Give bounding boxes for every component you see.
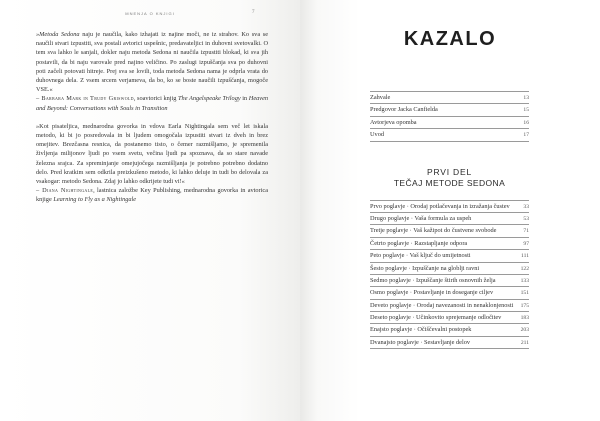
testimonial-2: »Kot pisateljica, mednarodna govorka in vdova Earla Nightingala sem več let iskala metodo, ki bi jo posredovala in bi ljudem omogočala izpustiti stvari iz dveh in brez omejitev. Brezčasna resnica, da postanemo tisto, o čemer razmišljamo, je spremenila življenja milijonov ljudi po vsem svetu, večina ljudi pa spoznava, da so stare navade železna srajca. Za spreminjanje omejujočega razmišljanja je potrebno potrebno dodatno delo. Pred kratkim sem odkrila preizkušeno metodo, ki lahko deluje in tudi bo delovala za vsakogar: metodo Sedona. Zdaj jo lahko odkrijete tudi vi!« [36,122,268,186]
toc-page: 16 [523,119,529,126]
toc-page: 53 [523,215,529,222]
toc-row [370,117,529,129]
toc-label: Drugo poglavje · Vaša formula za uspeh [370,214,472,222]
toc-label: Uvod [370,131,384,139]
toc-row [370,200,529,213]
toc-label: Predgovor Jacka Canfielda [370,106,438,114]
toc-row [370,300,529,312]
toc-label: Deseto poglavje · Učinkovito sprejemanje odločitev [370,314,502,322]
attribution-text: , lastnica založbe Key Publishing, mednarodna govorka in avtorica knjige [36,187,268,204]
toc-page: 71 [523,228,529,235]
running-head: MNENJA O KNJIGI [125,11,175,16]
testimonial-1 [36,30,268,94]
testimonial-1-text: naju je naučila, kako izhajati iz najine moči, ne iz strahov. Ko sva se naučili stvari izpustiti, sva postali avtorici uspešnic, predavateljici in duhovni svetovalki. O tem sva lahko le sanjali, dokler naju metoda Sedona ni naučila izpustiti blokad, ki sva jih postavili, da bi naju varovale pred najino veličino. Po zaslugi izpuščanja sva po duhovni poti začeli potovati hitreje. Prej sva se lovili, toda metoda Sedona nama je odprla vrata do duhovnega dela. Z vsem srcem verjameva, da bo, ko se boste naučili izpuščanja, mogoče VSE.« [36,31,268,94]
attribution-text: in [240,95,249,103]
toc-label: Sedmo poglavje · Izpuščanje štirih osnovnih želja [370,276,496,284]
toc-label: Peto poglavje · Vaš ključ do umijetnosti [370,252,471,260]
toc-page: 122 [520,265,529,272]
book-title: Heaven and Beyond: Conversations with Souls in Transition [36,95,269,112]
toc-label: Avtorjeva opomba [370,118,417,126]
toc-page: 211 [520,339,529,346]
toc-page: 111 [521,253,529,260]
attribution-name: – Barbara Mark in Trudy Griswold [36,95,134,103]
toc-page: 183 [520,315,529,322]
page-title: KAZALO [403,28,497,50]
part-heading [370,167,529,189]
testimonial-2-attribution [36,186,268,204]
toc-label: Tretje poglavje · Vaš kažipot do čustvene svobode [370,227,497,235]
toc-page: 151 [520,290,529,297]
toc-row [370,129,529,141]
book-title: The Angelspeake Trilogy [178,95,241,103]
toc-page: 15 [523,107,529,114]
toc-row [370,312,529,324]
testimonials [36,30,268,205]
toc-page: 133 [520,277,529,284]
toc-row [370,250,529,262]
toc-row [370,275,529,287]
attribution-name: – Diana Nightingale [36,187,94,195]
toc-page: 33 [523,203,529,210]
toc-label: Enajsto poglavje · Očiščevalni postopek [370,326,472,334]
toc-label: Dvanajsto poglavje · Sestavljanje delov [370,338,471,346]
toc-row [370,104,529,116]
toc-row [370,91,529,104]
toc-row [370,238,529,250]
toc-label: Osmo poglavje · Postavljanje in doseganje ciljev [370,289,494,297]
toc-page: 97 [523,240,529,247]
part-number: PRVI DEL [427,166,472,177]
part-title: TEČAJ METODE SEDONA [393,177,506,188]
toc-row [370,225,529,237]
toc-page: 13 [523,95,529,101]
toc-label: Deveto poglavje · Orodaj navezanosti in nenaklonjenosti [370,301,514,309]
toc-label: Prvo poglavje · Orodaj potlačevanja in izražanja čustev [370,202,510,210]
toc-row [370,213,529,225]
toc-page: 203 [520,327,529,334]
toc-page: 175 [520,302,529,309]
testimonial-1-lead: »Metoda Sedona [36,31,80,38]
attribution-text: , soavtorici knjig [133,95,179,103]
toc-row [370,337,529,349]
toc-label: Četrto poglavje · Razstapljanje odpora [370,239,468,247]
toc-label: Zahvale [370,94,391,101]
table-of-contents [370,91,529,349]
toc-row [370,324,529,336]
book-title: Learning to Fly as a Nightingale [53,196,137,204]
testimonial-1-attribution [36,94,268,112]
toc-label: Šesto poglavje · Izpuščanje na globlji ravni [370,264,480,272]
toc-row [370,263,529,275]
page-number: 7 [252,10,255,15]
toc-page: 17 [523,132,529,139]
toc-row [370,287,529,299]
